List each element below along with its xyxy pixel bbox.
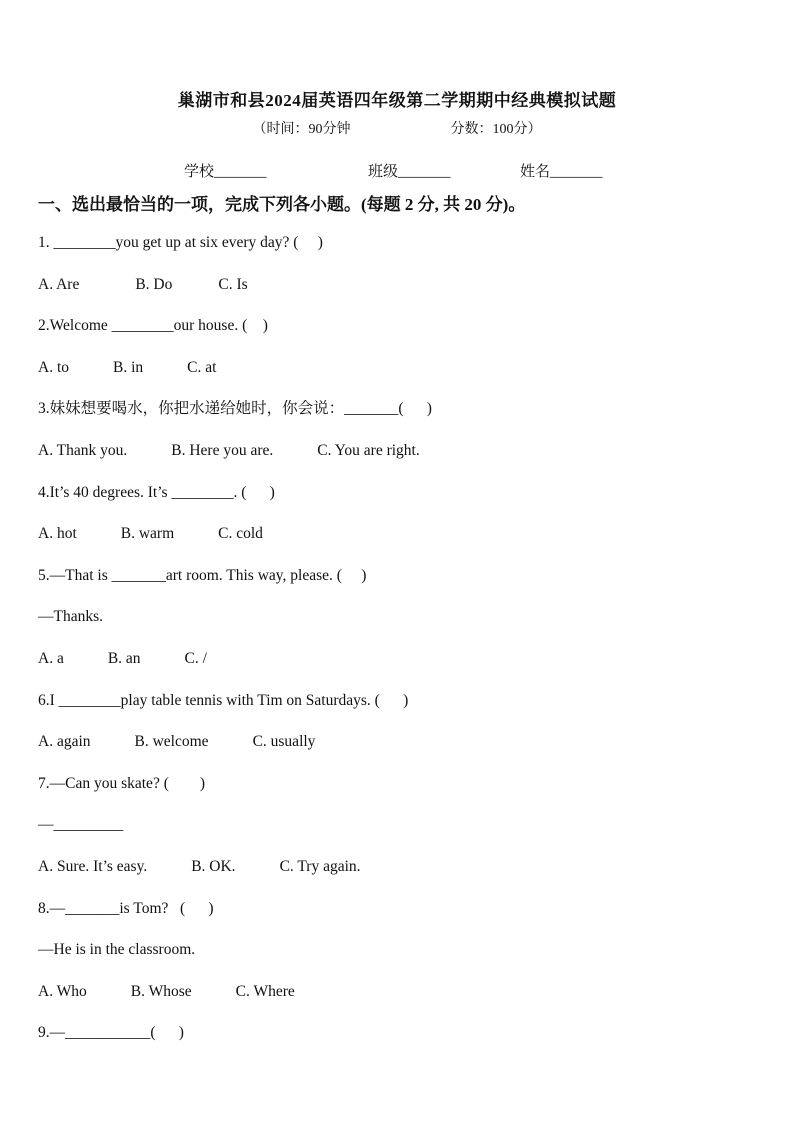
question-stem: 1. ________you get up at six every day? ( ): [38, 234, 323, 251]
answer-option[interactable]: A. Thank you.: [38, 441, 128, 459]
question-stem: 9.—___________( ): [38, 1024, 184, 1042]
school-field: 学校_______: [184, 164, 267, 180]
question-stem: 4.It’s 40 degrees. It’s ________. ( ): [38, 483, 275, 501]
answer-option[interactable]: B. OK.: [191, 857, 236, 875]
question-line: —_________: [38, 816, 124, 834]
question-stem: 8.—_______is Tom? ( ): [38, 899, 214, 917]
answer-option[interactable]: A. Are: [38, 275, 80, 293]
question-stem: 5.—That is _______art room. This way, please. ( ): [38, 566, 367, 584]
answer-option[interactable]: B. an: [107, 649, 141, 667]
class-field: 班级_______: [368, 164, 451, 180]
answer-options: [38, 439, 758, 481]
exam-meta: [0, 118, 794, 138]
answer-options: [38, 356, 758, 398]
answer-options: [38, 647, 758, 689]
answer-option[interactable]: A. hot: [38, 525, 77, 543]
question-line: —Thanks.: [38, 608, 104, 626]
question-list: [38, 231, 758, 1063]
question-line: —He is in the classroom.: [38, 941, 196, 959]
answer-option[interactable]: B. Do: [135, 275, 173, 293]
answer-options: [38, 273, 758, 315]
answer-option[interactable]: C. Where: [235, 982, 295, 1000]
question-stem: 7.—Can you skate? ( ): [38, 774, 206, 792]
answer-option[interactable]: C. usually: [252, 733, 316, 751]
answer-options: [38, 980, 758, 1022]
answer-option[interactable]: A. a: [38, 649, 64, 667]
answer-option[interactable]: A. to: [38, 358, 69, 376]
answer-options: [38, 855, 758, 897]
question-stem: 6.I ________play table tennis with Tim on Saturdays. ( ): [38, 691, 409, 709]
answer-option[interactable]: A. again: [38, 733, 91, 751]
answer-options: [38, 730, 758, 772]
answer-option[interactable]: B. welcome: [134, 733, 209, 751]
answer-option[interactable]: C. cold: [218, 525, 263, 543]
answer-option[interactable]: C. at: [187, 358, 217, 376]
answer-option[interactable]: B. Whose: [130, 982, 192, 1000]
answer-option[interactable]: B. Here you are.: [171, 441, 274, 459]
section-heading: 一、选出最恰当的一项，完成下列各小题。(每题 2 分, 共 20 分)。: [38, 195, 526, 214]
answer-option[interactable]: C. Try again.: [279, 857, 361, 875]
exam-score: 分数：100分）: [450, 122, 542, 137]
answer-option[interactable]: B. warm: [120, 525, 175, 543]
answer-options: [38, 522, 758, 564]
name-field: 姓名_______: [520, 164, 603, 180]
question-stem: 2.Welcome ________our house. ( ): [38, 317, 268, 335]
answer-option[interactable]: A. Sure. It’s easy.: [38, 857, 148, 875]
page-title: 巢湖市和县2024届英语四年级第二学期期中经典模拟试题: [177, 91, 617, 110]
answer-option[interactable]: C. You are right.: [317, 441, 420, 459]
question-stem: 3.妹妹想要喝水，你把水递给她时，你会说：_______( ): [38, 400, 432, 418]
answer-option[interactable]: C. /: [184, 649, 207, 667]
exam-time: （时间：90分钟: [252, 122, 351, 137]
answer-option[interactable]: B. in: [113, 358, 144, 376]
answer-option[interactable]: C. Is: [218, 275, 248, 293]
answer-option[interactable]: A. Who: [38, 982, 87, 1000]
